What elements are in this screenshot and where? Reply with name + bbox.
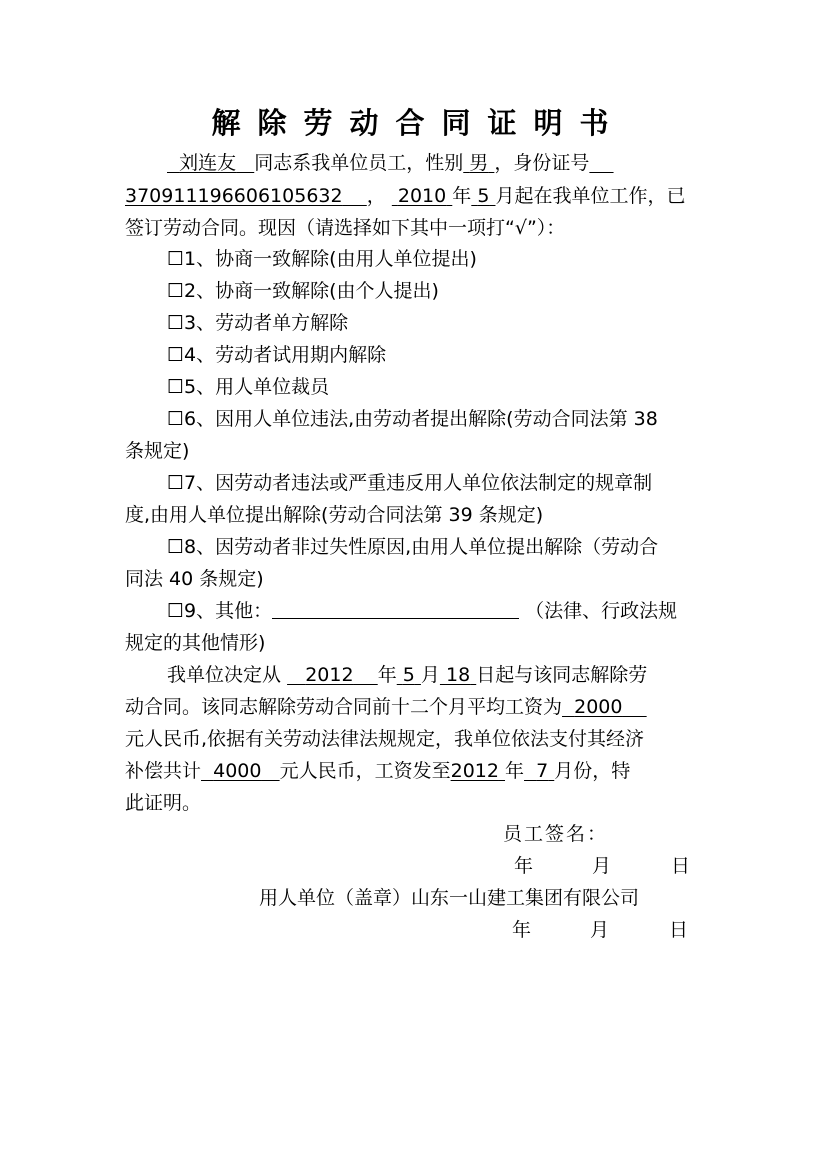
employer-date-day: 日 bbox=[669, 919, 689, 941]
intro-line-1 bbox=[167, 147, 614, 179]
option-8[interactable]: ☐8、因劳动者非过失性原因,由用人单位提出解除（劳动合 bbox=[167, 536, 659, 558]
other-reason-blank[interactable] bbox=[272, 596, 519, 619]
option-7[interactable]: ☐7、因劳动者违法或严重违反用人单位依法制定的规章制 bbox=[167, 472, 653, 494]
average-wage: 2000 bbox=[574, 696, 623, 718]
employee-date-year: 年 bbox=[514, 855, 534, 877]
decision-line-1: 我单位决定从 2012 年 5 月 18 日起与该同志解除劳 bbox=[167, 664, 648, 686]
decision-line-5: 此证明。 bbox=[125, 792, 202, 814]
decision-line-3: 元人民币,依据有关劳动法律法规规定，我单位依法支付其经济 bbox=[125, 728, 645, 750]
option-3[interactable]: ☐3、劳动者单方解除 bbox=[167, 312, 349, 334]
end-month: 5 bbox=[402, 664, 415, 686]
option-7-cont: 度,由用人单位提出解除(劳动合同法第 39 条规定) bbox=[125, 504, 544, 526]
end-day: 18 bbox=[445, 664, 471, 686]
compensation-amount: 4000 bbox=[213, 760, 262, 782]
option-2[interactable]: ☐2、协商一致解除(由个人提出) bbox=[167, 280, 439, 302]
option-1[interactable]: ☐1、协商一致解除(由用人单位提出) bbox=[167, 248, 477, 270]
employee-name: 刘连友 bbox=[179, 152, 237, 174]
decision-line-2: 动合同。该同志解除劳动合同前十二个月平均工资为 2000 bbox=[125, 696, 623, 718]
employer-date-month: 月 bbox=[590, 919, 610, 941]
option-6[interactable]: ☐6、因用人单位违法,由劳动者提出解除(劳动合同法第 38 bbox=[167, 408, 658, 430]
employer-stamp-label: 用人单位（盖章）山东一山建工集团有限公司 bbox=[259, 887, 640, 909]
pay-month: 7 bbox=[536, 760, 549, 782]
option-8-cont: 同法 40 条规定) bbox=[125, 568, 264, 590]
end-year: 2012 bbox=[305, 664, 354, 686]
option-9-cont: 规定的其他情形) bbox=[125, 632, 266, 654]
employee-gender: 男 bbox=[469, 152, 489, 174]
employee-signature-label: 员工签名： bbox=[503, 823, 609, 845]
option-9[interactable]: ☐9、其他： （法律、行政法规 bbox=[167, 595, 677, 627]
intro-text: 同志系我单位员工，性别 bbox=[254, 152, 464, 174]
document-title: 解除劳动合同证明书 bbox=[211, 106, 626, 140]
pay-year: 2012 bbox=[450, 760, 499, 782]
option-6-cont: 条规定) bbox=[125, 440, 190, 462]
intro-line-2: 370911196606105632 ， 2010 年 5 月起在我单位工作，已 bbox=[125, 185, 686, 207]
id-number: 370911196606105632 bbox=[125, 185, 343, 207]
option-4[interactable]: ☐4、劳动者试用期内解除 bbox=[167, 344, 387, 366]
intro-line-3: 签订劳动合同。现因（请选择如下其中一项打“√”）： bbox=[125, 217, 566, 239]
employee-date-day: 日 bbox=[671, 855, 691, 877]
employer-date-year: 年 bbox=[512, 919, 532, 941]
employee-date-month: 月 bbox=[592, 855, 612, 877]
option-5[interactable]: ☐5、用人单位裁员 bbox=[167, 376, 330, 398]
start-year: 2010 bbox=[397, 185, 447, 207]
decision-line-4: 补偿共计 4000 元人民币，工资发至2012 年 7 月份，特 bbox=[125, 760, 631, 782]
start-month: 5 bbox=[477, 185, 490, 207]
intro-text-id-label: ，身份证号 bbox=[494, 152, 590, 174]
